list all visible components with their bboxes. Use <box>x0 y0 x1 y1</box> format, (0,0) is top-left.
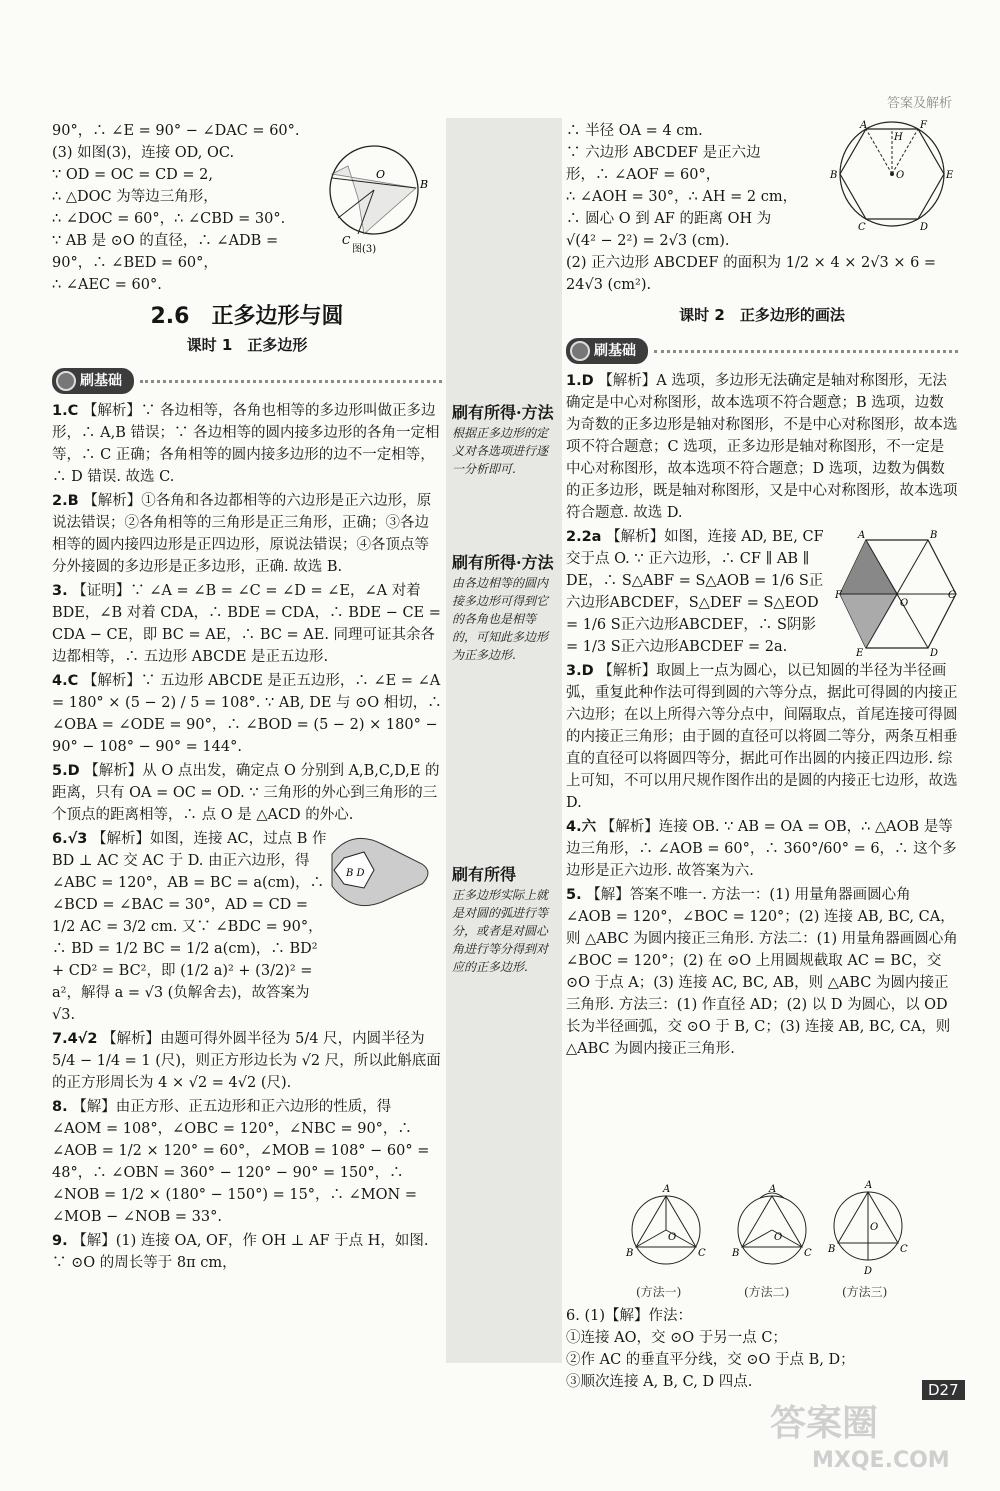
note-title: 刷有所得·方法 <box>452 403 554 422</box>
badge-row <box>52 368 442 394</box>
question <box>566 884 958 1060</box>
svg-text:B D: B D <box>346 868 365 879</box>
svg-text:O: O <box>668 1232 677 1243</box>
page-number: D27 <box>922 1380 965 1400</box>
solution-text: 【解】由正方形、正五边形和正六边形的性质，得 ∠AOM = 108°，∠OBC = 120°，∠NBC = 90°，∴ ∠AOB = 1/2 × 120° = 60°，∠MOB = 108° − 60° = 48°，∴ ∠OBN = 360° − 120° − 90° = 150°，∴ ∠NOB = 1/2 × (180° − 150°) = 15°，∴ ∠MON = ∠MOB − ∠NOB = 33°. <box>52 1099 430 1225</box>
svg-text:A: A <box>858 530 866 541</box>
question-number: 9. <box>52 1233 68 1249</box>
shaded-hexagon-figure <box>836 528 960 658</box>
svg-text:C: C <box>900 1244 908 1255</box>
svg-text:B: B <box>830 170 838 181</box>
question <box>52 1096 442 1228</box>
text-line: 90°，∴ ∠E = 90° − ∠DAC = 60°. <box>52 123 300 139</box>
svg-text:E: E <box>946 170 954 181</box>
margin-note <box>452 864 556 976</box>
text-line: 24√3 (cm²). <box>566 277 652 293</box>
figure-caption: (方法一) <box>636 1285 682 1299</box>
text-line: ∵ OD = OC = CD = 2, <box>52 167 213 183</box>
svg-text:D: D <box>930 648 939 659</box>
text-line: ∴ △DOC 为等边三角形， <box>52 189 218 205</box>
svg-text:D: D <box>920 222 929 233</box>
question-number: 6.√3 <box>52 831 88 847</box>
svg-text:B: B <box>732 1248 740 1259</box>
question-number: 3. <box>52 583 68 599</box>
solution-text: 【解】答案不唯一. 方法一：(1) 用量角器画圆心角 ∠AOB = 120°，∠BOC = 120°；(2) 连接 AB, BC, CA，则 △ABC 为圆内接正三角形. 方法二：(1) 用量角器画圆心角 ∠BOC = 120°；(2) 在 ⊙O 上用圆规截取 AC = BC，交 ⊙O 于点 A；(3) 连接 AC, BC, AB，则 △ABC 为圆内接正三角形. 方法三：(1) 作直径 AD；(2) 以 D 为圆心，以 OD 长为半径画弧，交 ⊙O 于 B, C；(3) 连接 AB, BC, CA，则 △ABC 为圆内接正三角形. <box>566 887 958 1057</box>
figure-caption: (方法二) <box>744 1285 790 1299</box>
svg-text:D: D <box>864 1266 873 1277</box>
svg-text:E: E <box>856 648 864 659</box>
solution-text: 【解析】从 O 点出发，确定点 O 分别到 A,B,C,D,E 的距离，只有 OA = OC = OD. ∵ 三角形的外心到三角形的三个顶点的距离相等，∴ 点 O 是 △ACD 的外心. <box>52 763 440 823</box>
question-number: 3.D <box>566 663 594 679</box>
text-line: ∵ 六边形 ABCDEF 是正六边 <box>566 145 761 161</box>
text-line: (3) 如图(3)，连接 OD, OC. <box>52 145 235 161</box>
divider <box>140 380 442 383</box>
solution-text: 【解析】A 选项，多边形无法确定是轴对称图形，无法确定是中心对称图形，故本选项不符合题意；B 选项，边数为奇数的正多边形是轴对称图形，不是中心对称图形，故本选项不符合题意；C 选项，正多边形是轴对称图形，不一定是中心对称图形，故本选项不符合题意；D 选项，边数为偶数的正多边形，既是轴对称图形，又是中心对称图形，故本选项符合题意. 故选 D. <box>566 373 958 521</box>
figure-label: 图(3) <box>352 244 377 255</box>
question-number: 1.C <box>52 403 79 419</box>
svg-text:O: O <box>870 1222 879 1233</box>
book-icon <box>570 341 590 361</box>
text-line: ①连接 AO，交 ⊙O 于另一点 C； <box>566 1330 787 1346</box>
margin-note <box>452 402 556 478</box>
figure-caption: (方法三) <box>842 1285 888 1299</box>
question-number: 2.2a <box>566 529 602 545</box>
text-line: ∴ ∠AEC = 60°. <box>52 277 162 293</box>
solution-text: 【解析】∵ 各边相等，各角也相等的多边形叫做正多边形，∴ A,B 错误；∵ 各边相等的圆内接多边形的各角一定相等，∴ C 正确；各角相等的圆内接多边形的边不一定相等，∴ D 错误. 故选 C. <box>52 403 440 485</box>
text-line: ②作 AC 的垂直平分线，交 ⊙O 于点 B, D； <box>566 1352 855 1368</box>
question-number: 4.六 <box>566 819 597 835</box>
question-number: 4.C <box>52 673 79 689</box>
text-line: ∴ 圆心 O 到 AF 的距离 OH 为 <box>566 211 772 227</box>
question <box>566 816 958 882</box>
svg-text:A: A <box>865 1180 873 1191</box>
question-number: 8. <box>52 1099 68 1115</box>
badge-label: 刷基础 <box>594 343 636 359</box>
svg-text:B: B <box>930 530 938 541</box>
text-line: ∴ 半径 OA = 4 cm. <box>566 123 703 139</box>
method2-figure <box>732 1180 812 1280</box>
solution-text: 【解析】取圆上一点为圆心，以已知圆的半径为半径画弧，重复此种作法可得到圆的六等分点，据此可得圆的内接正六边形；在以上所得六等分点中，间隔取点，首尾连接可得圆的内接正三角形；由于圆的直径可以将圆二等分，两条互相垂直的直径可以将圆四等分，据此可作出圆的内接正四边形. 综上可知，不可以用尺规作图作出的是圆的内接正七边形，故选 D. <box>566 663 958 811</box>
svg-text:O: O <box>896 170 905 181</box>
note-body: 正多边形实际上就是对圆的弧进行等分，或者是对圆心角进行等分得到对应的正多边形. <box>452 888 549 974</box>
text-line: 形，∴ ∠AOF = 60°， <box>566 167 721 183</box>
margin-notes-strip <box>446 118 562 1363</box>
question <box>52 400 442 488</box>
question <box>52 490 442 578</box>
solution-text: 【解析】由题可得外圆半径为 5/4 尺，内圆半径为 5/4 − 1/4 = 1 (尺)，则正方形边长为 √2 尺，所以此斛底面的正方形周长为 4 × √2 = 4√2 (尺). <box>52 1031 441 1091</box>
left-column <box>52 120 442 1274</box>
question-number: 5. <box>566 887 582 903</box>
note-title: 刷有所得 <box>452 865 517 884</box>
figure-3 <box>318 138 438 258</box>
hexagon-figure <box>828 118 958 238</box>
svg-text:B: B <box>626 1248 634 1259</box>
text-line: ∴ ∠DOC = 60°，∴ ∠CBD = 30°. <box>52 211 286 227</box>
question-number: 7.4√2 <box>52 1031 98 1047</box>
svg-text:C: C <box>804 1248 812 1259</box>
question <box>52 670 442 758</box>
svg-text:B: B <box>828 1244 836 1255</box>
text-line: √(4² − 2²) = 2√3 (cm). <box>566 233 730 249</box>
note-body: 由各边相等的圆内接多边形可得到它的各角也是相等的，可知此多边形为正多边形. <box>452 576 549 662</box>
svg-text:C: C <box>698 1248 706 1259</box>
svg-text:A: A <box>860 120 868 131</box>
question <box>566 370 958 524</box>
badge-row <box>566 338 958 364</box>
question <box>566 660 958 814</box>
text-line: ∴ ∠AOH = 30°，∴ AH = 2 cm， <box>566 189 798 205</box>
left-top-block <box>52 120 322 296</box>
watermark-url: MXQE.COM <box>812 1448 950 1473</box>
lesson-title: 课时 1 正多边形 <box>186 336 308 354</box>
q6-block <box>566 1283 958 1393</box>
badge-label: 刷基础 <box>80 373 122 389</box>
solution-text: 【解析】连接 OB. ∵ AB = OA = OB，∴ △AOB 是等边三角形，∴ ∠AOB = 60°，∴ 360°/60° = 6，∴ 这个多边形是正六边形. 故答案为六. <box>566 819 957 879</box>
lesson-title: 课时 2 正多边形的画法 <box>679 306 845 324</box>
method3-figure <box>828 1176 908 1280</box>
solution-text: 【解析】如图，连接 AC，过点 B 作 BD ⊥ AC 交 AC 于 D. 由正六边形，得 ∠ABC = 120°，AB = BC = a(cm)，∴ ∠BCD = ∠BAC = 30°，AD = CD = 1/2 AC = 3/2 cm. 又∵ ∠BDC = 90°，∴ BD = 1/2 BC = 1/2 a(cm)，∴ BD² + CD² = BC²，即 (1/2 a)² + (3/2)² = a²，解得 a = √3 (负解舍去)，故答案为 √3. <box>52 831 327 1023</box>
svg-text:C: C <box>948 590 956 601</box>
divider <box>654 350 958 353</box>
svg-text:O: O <box>900 598 909 609</box>
svg-text:O: O <box>376 168 386 181</box>
question <box>52 760 442 826</box>
margin-note <box>452 552 556 664</box>
solution-text: 【解析】如图，连接 AD, BE, CF 交于点 O. ∵ 正六边形，∴ CF ∥ AB ∥ DE，∴ S△ABF = S△AOB = 1/6 S正六边形ABCDEF，S△DEF = S△EOD = 1/6 S正六边形ABCDEF，∴ S阴影 = 1/3 S正六边形ABCDEF = 2a. <box>566 529 824 655</box>
note-body: 根据正多边形的定义对各选项进行逐一分析即可. <box>452 426 549 476</box>
svg-text:C: C <box>342 234 351 247</box>
solution-text: 【证明】∵ ∠A = ∠B = ∠C = ∠D = ∠E，∠A 对着 BDE，∠B 对着 CDA，∴ BDE = CDA，∴ BDE − CE = CDA − CE，即 BC = AE，∴ BC = AE. 同理可证其余各边都相等，∴ 五边形 ABCDE 是正五边形. <box>52 583 441 665</box>
section-title: 2.6 正多边形与圆 <box>150 304 344 329</box>
question <box>52 1230 442 1274</box>
page-header: 答案及解析 <box>886 96 952 111</box>
question-number: 2.B <box>52 493 79 509</box>
text-line: 90°，∴ ∠BED = 60°， <box>52 255 218 271</box>
svg-text:H: H <box>894 132 903 143</box>
question <box>52 580 442 668</box>
text-line: ③顺次连接 A, B, C, D 四点. <box>566 1374 753 1390</box>
text-line: (2) 正六边形 ABCDEF 的面积为 1/2 × 4 × 2√3 × 6 = <box>566 255 937 271</box>
note-title: 刷有所得·方法 <box>452 553 554 572</box>
svg-text:C: C <box>858 222 866 233</box>
solution-text: 【解析】①各角和各边都相等的六边形是正六边形，原说法错误；②各角相等的三角形是正三角形，正确；③各边相等的圆内接四边形是正四边形，原说法错误；④各顶点等分外接圆的多边形是正多边形，正确. 故选 B. <box>52 493 432 575</box>
text-line: 6. (1)【解】作法： <box>566 1308 692 1324</box>
badge <box>52 368 134 394</box>
text-line: ∵ AB 是 ⊙O 的直径，∴ ∠ADB = <box>52 233 279 249</box>
svg-text:O: O <box>774 1232 783 1243</box>
watermark-logo: 答案圈 <box>770 1403 879 1444</box>
svg-text:A: A <box>769 1184 777 1195</box>
badge <box>566 338 648 364</box>
svg-text:F: F <box>920 120 927 131</box>
solution-text: 【解析】∵ 五边形 ABCDE 是正五边形，∴ ∠E = ∠A = 180° × (5 − 2) / 5 = 108°. ∵ AB, DE 与 ⊙O 相切，∴ ∠OBA = ∠ODE = 90°，∴ ∠BOD = (5 − 2) × 180° − 90° − 108° − 90° = 144°. <box>52 673 442 755</box>
question <box>52 1028 442 1094</box>
question-number: 1.D <box>566 373 594 389</box>
svg-text:A: A <box>663 1184 671 1195</box>
svg-text:F: F <box>835 590 842 601</box>
method1-figure <box>626 1180 706 1280</box>
question-number: 5.D <box>52 763 80 779</box>
wrench-figure <box>322 824 440 914</box>
right-top-block <box>566 120 816 252</box>
svg-text:B: B <box>420 178 429 191</box>
solution-text: 【解】(1) 连接 OA, OF，作 OH ⊥ AF 于点 H，如图. ∵ ⊙O 的周长等于 8π cm， <box>52 1233 429 1271</box>
book-icon <box>56 371 76 391</box>
